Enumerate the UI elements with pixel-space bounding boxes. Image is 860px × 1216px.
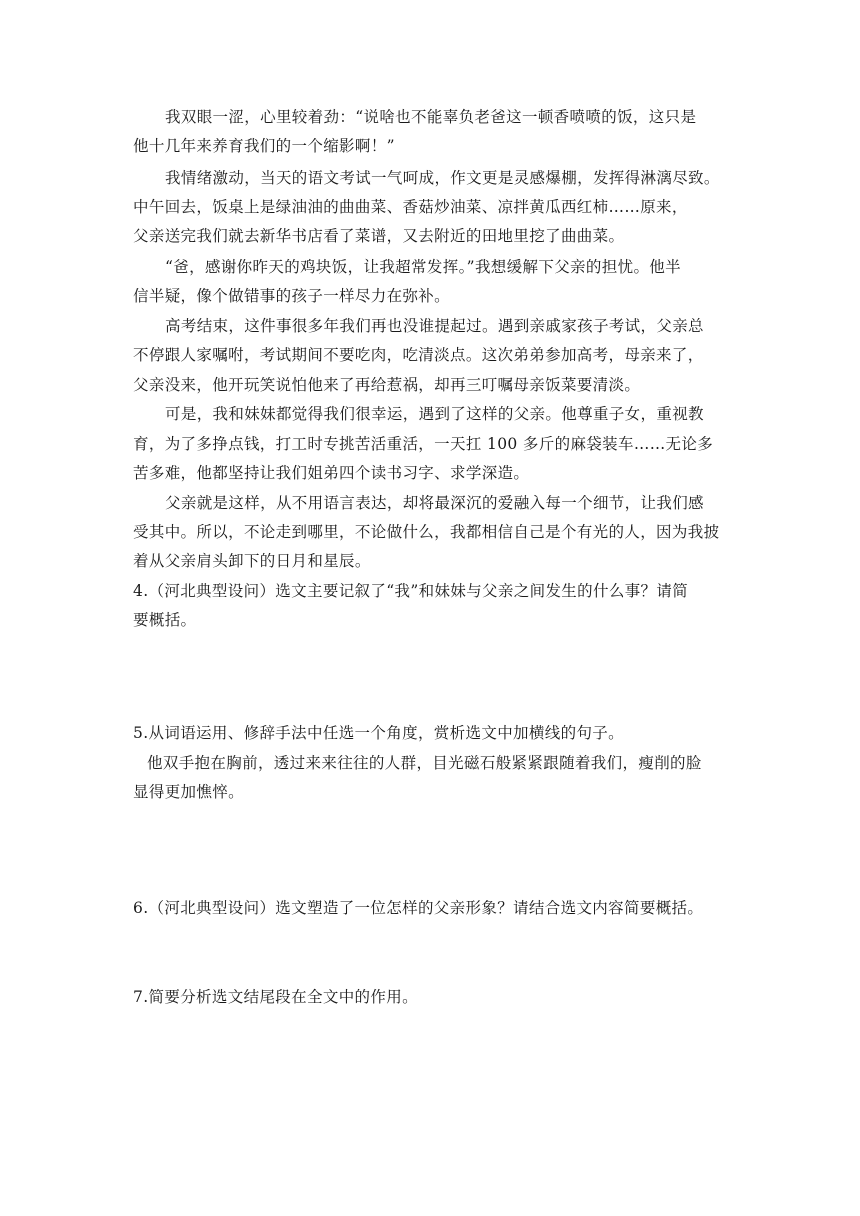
passage-line: 受其中。所以，不论走到哪里，不论做什么，我都相信自己是个有光的人，因为我披 — [133, 523, 720, 541]
question-5: 5.从词语运用、修辞手法中任选一个角度，赏析选文中加横线的句子。 — [133, 724, 624, 742]
passage-line: 我情绪激动，当天的语文考试一气呵成，作文更是灵感爆棚，发挥得淋漓尽致。 — [165, 169, 720, 187]
passage-line: 苦多难，他都坚持让我们姐弟四个读书习字、求学深造。 — [133, 464, 530, 482]
passage-line: 可是，我和妹妹都觉得我们很幸运，遇到了这样的父亲。他尊重子女，重视教 — [165, 405, 704, 423]
passage-line: 中午回去，饭桌上是绿油油的曲曲菜、香菇炒油菜、凉拌黄瓜西红柿……原来， — [133, 198, 688, 216]
passage-line: 信半疑，像个做错事的孩子一样尽力在弥补。 — [133, 287, 451, 305]
passage-line: 我双眼一涩，心里较着劲：“说啥也不能辜负老爸这一顿香喷喷的饭，这只是 — [165, 108, 697, 126]
passage-line: 高考结束，这件事很多年我们再也没谁提起过。遇到亲戚家孩子考试，父亲总 — [165, 317, 704, 335]
passage-line: 父亲送完我们就去新华书店看了菜谱，又去附近的田地里挖了曲曲菜。 — [133, 227, 625, 245]
passage-line: 父亲没来，他开玩笑说怕他来了再给惹祸，却再三叮嘱母亲饭菜要清淡。 — [133, 376, 641, 394]
question-6: 6.（河北典型设问）选文塑造了一位怎样的父亲形象？请结合选文内容简要概括。 — [133, 899, 704, 917]
passage-line: 父亲就是这样，从不用语言表达，却将最深沉的爱融入每一个细节，让我们感 — [165, 494, 704, 512]
question-4: 4.（河北典型设问）选文主要记叙了“我”和妹妹与父亲之间发生的什么事？请简 — [133, 582, 689, 600]
question-5-quote: 他双手抱在胸前，透过来来往往的人群，目光磁石般紧紧跟随着我们，瘦削的脸 — [147, 754, 702, 772]
question-5-quote: 显得更加憔悴。 — [133, 783, 244, 801]
passage-line: 他十几年来养育我们的一个缩影啊！” — [133, 137, 395, 155]
question-7: 7.简要分析选文结尾段在全文中的作用。 — [133, 988, 418, 1006]
question-4: 要概括。 — [133, 611, 197, 629]
passage-line: 着从父亲肩头卸下的日月和星辰。 — [133, 552, 371, 570]
passage-line: 不停跟人家嘱咐，考试期间不要吃肉，吃清淡点。这次弟弟参加高考，母亲来了， — [133, 346, 704, 364]
passage-line: 育，为了多挣点钱，打工时专挑苦活重活，一天扛 100 多斤的麻袋装车……无论多 — [133, 435, 714, 453]
passage-line: “爸，感谢你昨天的鸡块饭，让我超常发挥。”我想缓解下父亲的担忧。他半 — [165, 258, 682, 276]
